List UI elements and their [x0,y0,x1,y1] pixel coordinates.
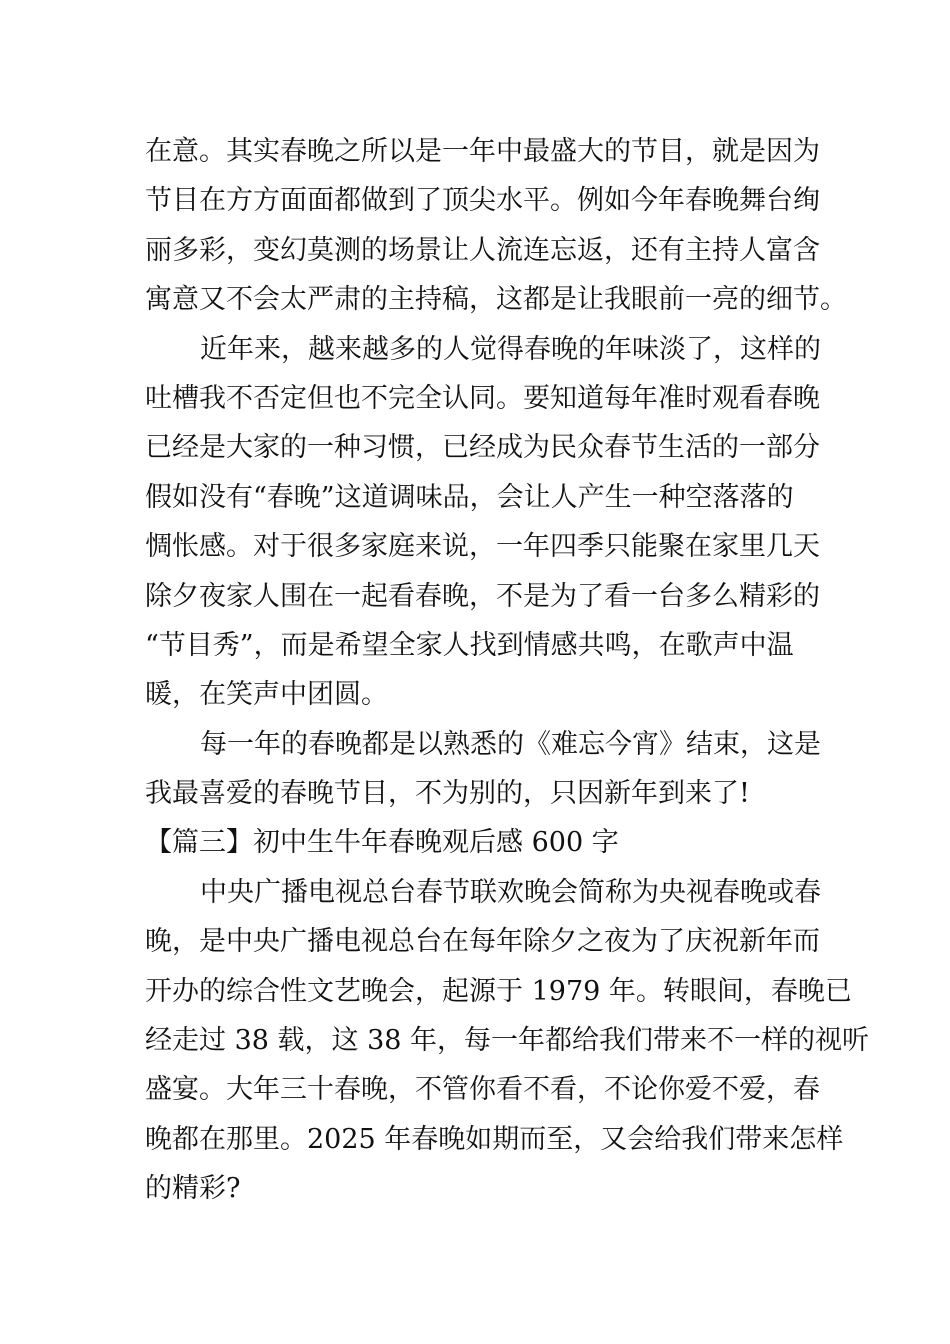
text-line: 假如没有“春晚”这道调味品，会让人产生一种空落落的 [145,481,794,513]
text-line: 吐槽我不否定但也不完全认同。要知道每年准时观看春晚 [145,382,820,414]
text-line: 惆怅感。对于很多家庭来说，一年四季只能聚在家里几天 [145,531,820,563]
section-heading: 【篇三】初中生牛年春晚观后感 600 字 [145,827,619,859]
text-line: 寓意又不会太严肃的主持稿，这都是让我眼前一亮的细节。 [145,284,847,316]
text-line: 晚都在那里。2025 年春晚如期而至，又会给我们带来怎样 [145,1123,844,1155]
text-line: 在意。其实春晚之所以是一年中最盛大的节目，就是因为 [145,136,820,167]
text-line: 的精彩? [145,1173,241,1205]
text-line: 除夕夜家人围在一起看春晚，不是为了看一台多么精彩的 [145,580,820,612]
text-line: 节目在方方面面都做到了顶尖水平。例如今年春晚舞台绚 [145,185,820,217]
text-line: 晚，是中央广播电视总台在每年除夕之夜为了庆祝新年而 [145,926,820,958]
text-line: 丽多彩，变幻莫测的场景让人流连忘返，还有主持人富含 [145,234,820,266]
text-line: 我最喜爱的春晚节目，不为别的，只因新年到来了! [145,778,750,810]
text-line: 暖，在笑声中团圆。 [145,679,388,711]
text-line: 盛宴。大年三十春晚，不管你看不看，不论你爱不爱，春 [145,1074,820,1106]
paragraph-start-line: 每一年的春晚都是以熟悉的《难忘今宵》结束，这是 [200,728,821,760]
text-line: 开办的综合性文艺晚会，起源于 1979 年。转眼间，春晚已 [145,975,852,1007]
text-line: “节目秀”，而是希望全家人找到情感共鸣，在歌声中温 [145,629,794,661]
paragraph-start-line: 中央广播电视总台春节联欢晚会简称为央视春晚或春 [200,876,821,908]
document-body [145,127,870,1214]
text-line: 已经是大家的一种习惯，已经成为民众春节生活的一部分 [145,432,820,464]
paragraph-start-line: 近年来，越来越多的人觉得春晚的年味淡了，这样的 [200,333,821,365]
text-line: 经走过 38 载，这 38 年，每一年都给我们带来不一样的视听 [145,1025,870,1057]
